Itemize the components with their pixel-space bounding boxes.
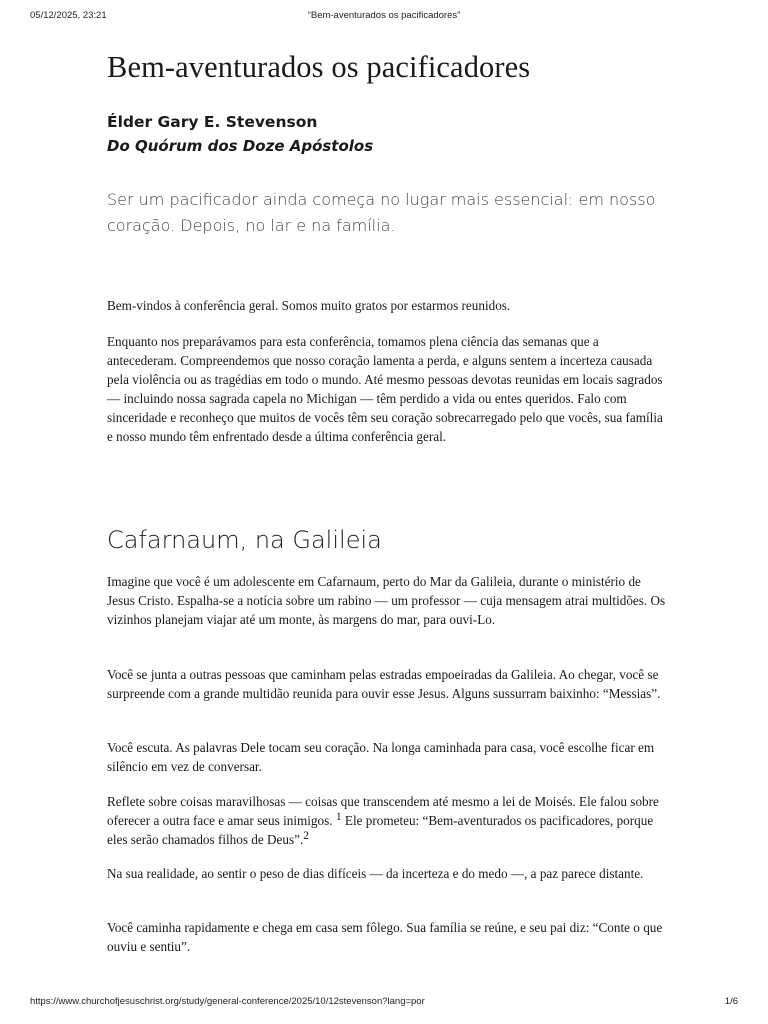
paragraph-home: Você caminha rapidamente e chega em casa sem fôlego. Sua família se reúne, e seu pai diz: “Conte o que ouviu e sentiu”. xyxy=(107,920,663,954)
paragraph-reflection xyxy=(107,792,667,849)
article-kicker: Ser um pacificador ainda começa no lugar mais essencial: em nosso coração. Depois, no lar e na família. xyxy=(107,190,656,235)
author-role: Do Quórum dos Doze Apóstolos xyxy=(107,137,374,155)
paragraph-reflection-part1: Reflete sobre coisas maravilhosas — coisas que transcendem até mesmo a lei de Moisés. Ele falou sobre oferecer a outra face e amar seus inimigos. xyxy=(107,794,659,828)
article-title: Bem-aventurados os pacificadores xyxy=(107,50,531,84)
footnote-link-2[interactable]: 2 xyxy=(303,830,310,842)
paragraph-reality: Na sua realidade, ao sentir o peso de dias difíceis — da incerteza e do medo —, a paz parece distante. xyxy=(107,866,644,881)
page-number: 1/6 xyxy=(724,996,738,1007)
footnote-link-1[interactable]: 1 xyxy=(335,811,342,823)
paragraph-journey: Você se junta a outras pessoas que caminham pelas estradas empoeiradas da Galileia. Ao chegar, você se surpreende com a grande multidão reunida para ouvir esse Jesus. Alguns sussurram baixinho: “Messias”. xyxy=(107,667,661,701)
paragraph-capernaum: Imagine que você é um adolescente em Cafarnaum, perto do Mar da Galileia, durante o ministério de Jesus Cristo. Espalha-se a notícia sobre um rabino — um professor — cuja mensagem atrai multidões. Os vizinhos planejam viajar até um monte, às margens do mar, para ouvi-Lo. xyxy=(107,574,666,627)
print-header xyxy=(30,10,738,24)
print-footer xyxy=(30,996,738,1010)
section-heading: Cafarnaum, na Galileia xyxy=(107,526,382,554)
author-name: Élder Gary E. Stevenson xyxy=(107,113,318,131)
paragraph-reflection-part2: Ele prometeu: “Bem-aventurados os pacificadores, porque eles serão chamados filhos de Deus”. xyxy=(107,813,654,847)
paragraph-listen: Você escuta. As palavras Dele tocam seu coração. Na longa caminhada para casa, você escolhe ficar em silêncio em vez de conversar. xyxy=(107,740,655,774)
print-page-title: “Bem-aventurados os pacificadores” xyxy=(307,10,461,21)
paragraph-preparation: Enquanto nos preparávamos para esta conferência, tomamos plena ciência das semanas que a antecederam. Compreendemos que nosso coração lamenta a perda, e alguns sentem a incerteza causada pela violência ou as tragédias em todo o mundo. Até mesmo pessoas devotas reunidas em locais sagrados — incluindo nossa sagrada capela no Michigan — têm perdido a vida ou entes queridos. Falo com sinceridade e reconheço que muitos de vocês têm seu coração sobrecarregado pelo que vocês, sua família e nosso mundo têm enfrentado desde a última conferência geral. xyxy=(107,334,663,444)
print-datetime: 05/12/2025, 23:21 xyxy=(30,10,107,21)
page-url[interactable]: https://www.churchofjesuschrist.org/study/general-conference/2025/10/12stevenson?lang=por xyxy=(30,996,425,1007)
paragraph-welcome: Bem-vindos à conferência geral. Somos muito gratos por estarmos reunidos. xyxy=(107,298,511,313)
